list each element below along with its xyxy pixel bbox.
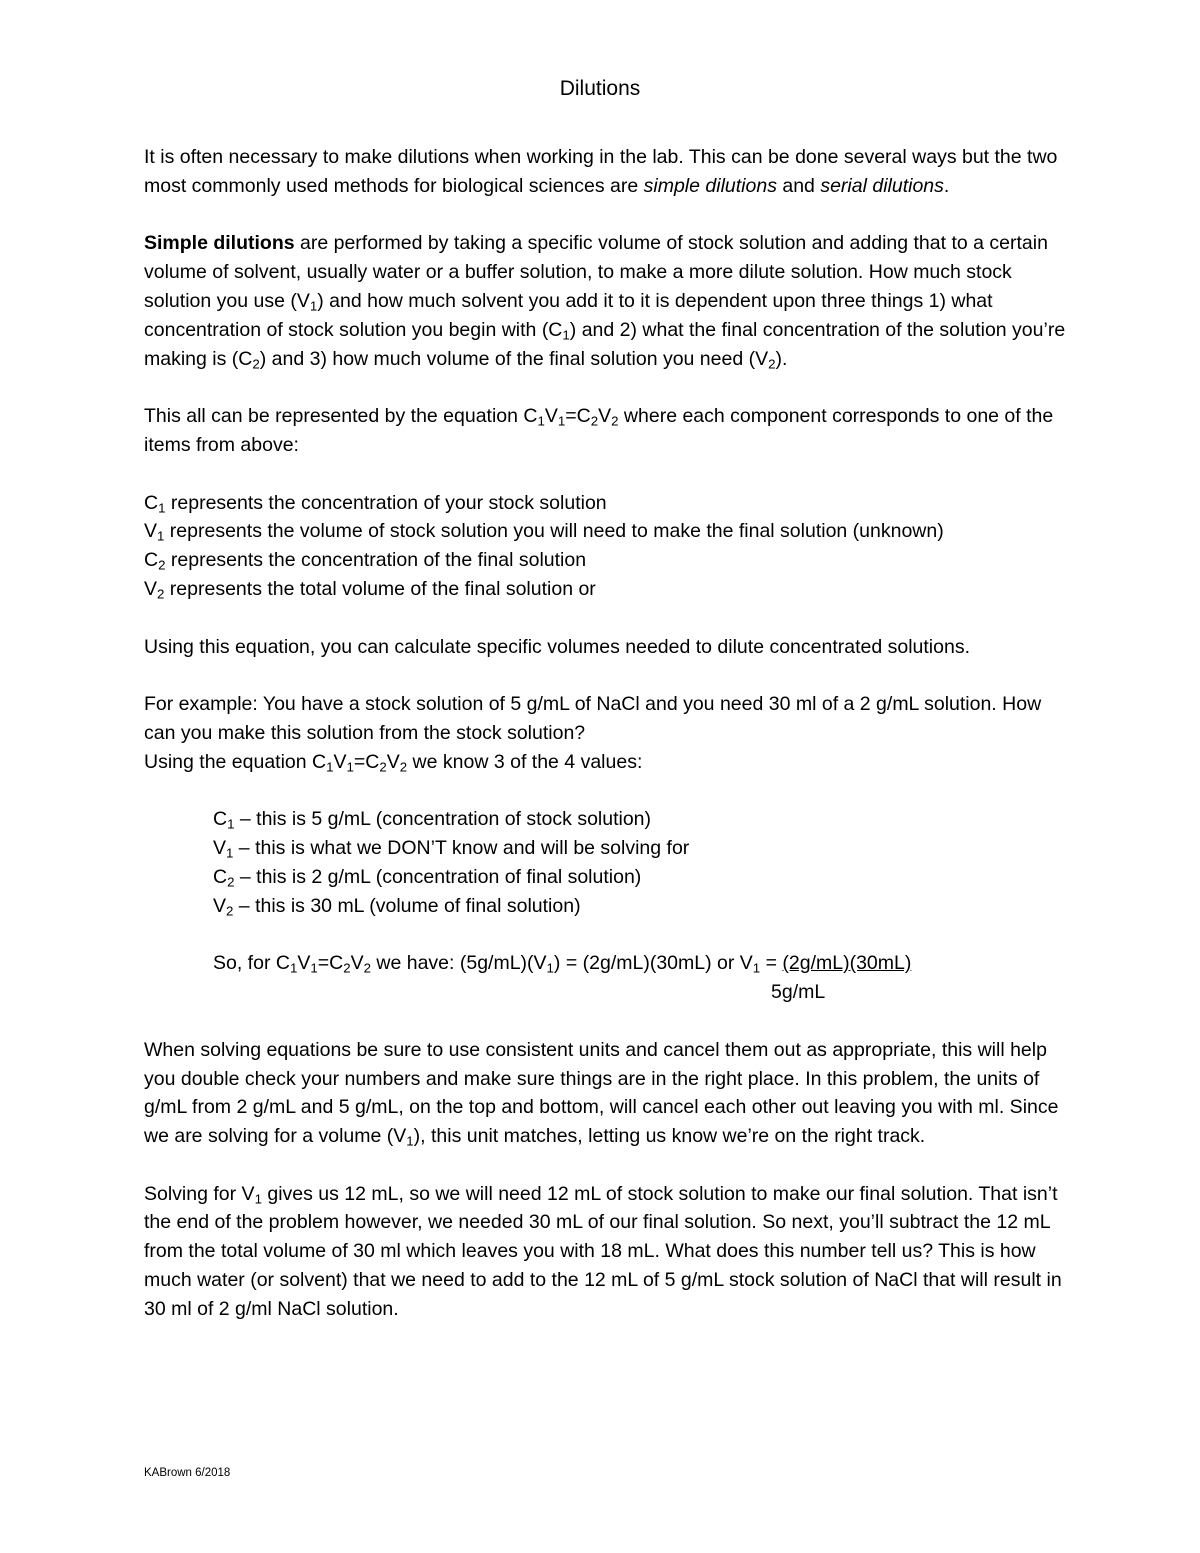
fraction-numerator: (2g/mL)(30mL): [782, 952, 912, 975]
definition-c2: $C_2$ represents the concentration of the final solution: [144, 549, 587, 573]
example-question: For example: You have a stock solution of 5 g/mL of NaCl and you need 30 ml of a 2 g/mL solution. How can you make this solution from the stock solution?: [144, 693, 1042, 744]
spacer: [144, 460, 1074, 489]
intro-paragraph: It is often necessary to make dilutions when working in the lab. This can be done several ways but the two most commonly used methods for biological sciences are simple dilutions and serial dilutions.: [144, 146, 1058, 197]
value-v2: $V_2$ – this is 30 mL (volume of final solution): [213, 894, 581, 919]
using-equation-line: Using this equation, you can calculate specific volumes needed to dilute concentrated solutions.: [144, 635, 970, 658]
value-c2: $C_2$ – this is 2 g/mL (concentration of final solution): [213, 865, 642, 890]
page-title: Dilutions: [559, 77, 641, 100]
spacer: [144, 604, 1074, 633]
footer-author-date: KABrown 6/2018: [144, 1467, 231, 1479]
value-c1: $C_1$ – this is 5 g/mL (concentration of stock solution): [213, 808, 652, 832]
definition-c1: $C_1$ represents the concentration of your stock solution: [144, 491, 607, 515]
definition-v2: $V_2$ represents the total volume of the final solution or: [144, 577, 596, 602]
simple-dilutions-paragraph: Simple dilutions are performed by taking a specific volume of stock solution and adding that to a certain volume of solvent, usually water or a buffer solution, to make a more dilute solution. How much stock solution you use $(V_1)$ and how much solvent you add it to it is dependent upon three things 1) what concentration of stock solution you begin with $(C_1)$ and 2) what the final concentration of the solution you’re making is $(C_2)$ and 3) how much volume of the final solution you need $(V_2)$.: [144, 232, 1066, 371]
spacer: [144, 201, 1074, 230]
final-paragraph: Solving for $V_1$ gives us 12 mL, so we will need 12 mL of stock solution to make our final solution. That isn’t the end of the problem however, we needed 30 mL of our final solution. So next, you’ll subtract the 12 mL from the total volume of 30 ml which leaves you with 18 mL. What does this number tell us? This is how much water (or solvent) that we need to add to the 12 mL of 5 g/mL stock solution of NaCl that will result in 30 ml of 2 g/ml NaCl solution.: [144, 1182, 1062, 1320]
simple-dilutions-heading: Simple dilutions: [144, 232, 295, 255]
spacer: [144, 373, 1074, 402]
equation-paragraph: This all can be represented by the equation $C_1V_1=C_2V_2$ where each component corresponds to one of the items from above:: [144, 405, 1054, 456]
spacer: [144, 661, 1074, 690]
spacer: [144, 777, 1074, 806]
definition-v1: $V_1$ represents the volume of stock solution you will need to make the final solution (unknown): [144, 520, 944, 544]
serial-dilutions-term: serial dilutions: [820, 174, 944, 197]
spacer: [144, 1151, 1074, 1180]
example-known-values-line: Using the equation $C_1V_1=C_2V_2$ we know 3 of the 4 values:: [144, 750, 643, 775]
spacer: [144, 1007, 1074, 1036]
value-v1: $V_1$ – this is what we DON’T know and will be solving for: [213, 837, 690, 861]
solve-equation-line: So, for $C_1V_1=C_2V_2$ we have: $(5g/mL)(V_1) = (2g/mL)(30mL)$ or $V_1 = (2g/mL)(30mL)$: [213, 952, 912, 976]
spacer: [144, 921, 1074, 950]
document-body: [144, 143, 1074, 1324]
units-paragraph: When solving equations be sure to use consistent units and cancel them out as appropriate, this will help you double check your numbers and make sure things are in the right place. In this problem, the units of g/mL from 2 g/mL and 5 g/mL, on the top and bottom, will cancel each other out leaving you with ml. Since we are solving for a volume $(V_1)$, this unit matches, letting us know we’re on the right track.: [144, 1038, 1059, 1149]
fraction-denominator: 5g/mL: [771, 981, 826, 1004]
simple-dilutions-term: simple dilutions: [643, 174, 777, 197]
